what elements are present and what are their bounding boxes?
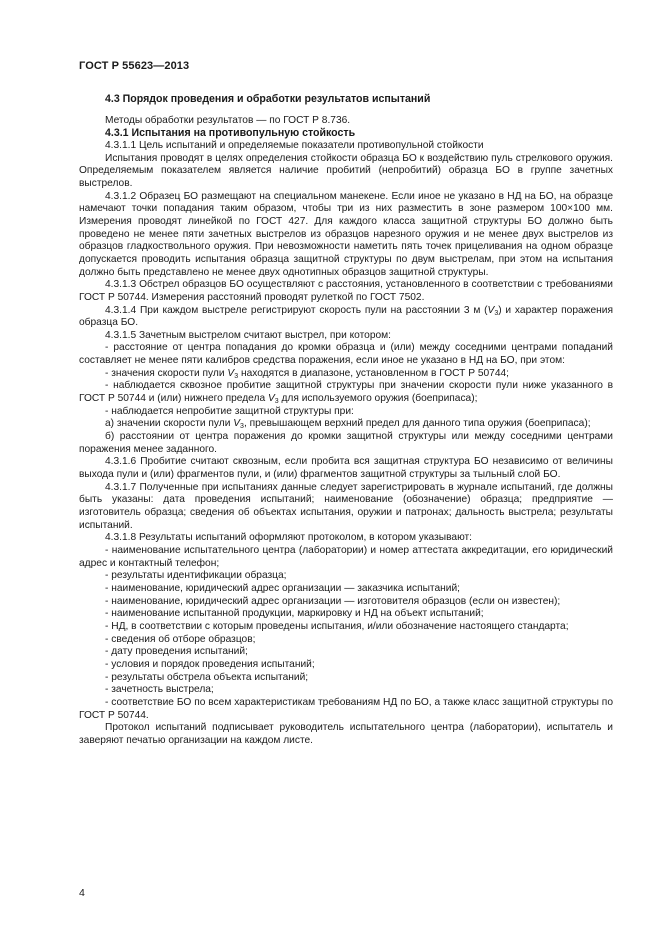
case-a-text-a: а) значении скорости пули bbox=[105, 418, 234, 430]
protocol-list-item: - результаты идентификации образца; bbox=[105, 570, 287, 582]
velocity-subscript: 3 bbox=[274, 398, 279, 406]
methods-paragraph: Методы обработки результатов — по ГОСТ Р 8.736. bbox=[105, 114, 351, 126]
protocol-list-item: - соответствие БО по всем характеристикам требованиям НД по БО, а также класс защитной структуры по ГОСТ Р 50744. bbox=[79, 696, 613, 721]
document-body bbox=[79, 93, 613, 747]
velocity-subscript: 3 bbox=[234, 372, 239, 380]
shot-condition-velocity bbox=[79, 368, 613, 381]
cond-penetration-text-a: - наблюдается сквозное пробитие защитной структуры при значении скорости пули ниже указанного в ГОСТ Р 50744 и (или) нижнего предела bbox=[79, 380, 613, 405]
paragraph-4-3-1-8-head: 4.3.1.8 Результаты испытаний оформляют протоколом, в котором указывают: bbox=[105, 532, 472, 544]
shot-condition-penetration bbox=[79, 380, 613, 405]
shot-condition-non-penetration: - наблюдается непробитие защитной структуры при: bbox=[105, 405, 354, 417]
p4314-text-b: ) и характер поражения образца БО. bbox=[79, 304, 613, 329]
section-title: 4.3 Порядок проведения и обработки результатов испытаний bbox=[105, 93, 431, 105]
protocol-list-item: - наименование испытанной продукции, маркировку и НД на объект испытаний; bbox=[105, 608, 484, 620]
paragraph-4-3-1-1-head: 4.3.1.1 Цель испытаний и определяемые показатели противопульной стойкости bbox=[105, 139, 484, 151]
paragraph-4-3-1-6: 4.3.1.6 Пробитие считают сквозным, если пробита вся защитная структура БО независимо от величины выхода пули и (или) фрагментов пули, и (или) фрагментов защитной структуры за тыльный слой БО. bbox=[79, 456, 613, 481]
paragraph-4-3-1-1-body: Испытания проводят в целях определения стойкости образца БО к воздействию пуль стрелкового оружия. Определяемым показателем является наличие пробитий (непробитий) образца БО в группе зачетных выстрелов. bbox=[79, 152, 613, 189]
protocol-signature-paragraph: Протокол испытаний подписывает руководитель испытательного центра (лаборатории), испытатель и заверяют печатью организации на каждом листе. bbox=[79, 722, 613, 746]
velocity-symbol: V bbox=[267, 393, 275, 405]
paragraph-4-3-1-4 bbox=[79, 305, 613, 330]
shot-condition-distance: - расстояние от центра попадания до кромки образца и (или) между соседними центрами попаданий составляет не менее пяти калибров средства поражения, если иное не указано в НД на БО, при этом: bbox=[79, 342, 613, 367]
cond-velocity-text-b: находятся в диапазоне, установленном в ГОСТ Р 50744; bbox=[238, 367, 509, 379]
velocity-symbol: V bbox=[487, 304, 495, 316]
protocol-list-item: - наименование, юридический адрес организации — заказчика испытаний; bbox=[105, 582, 460, 594]
protocol-list-item: - дату проведения испытаний; bbox=[105, 646, 248, 658]
paragraph-4-3-1-3: 4.3.1.3 Обстрел образцов БО осуществляют с расстояния, установленного в соответствии с требованиями ГОСТ Р 50744. Измерения расстояний проводят рулеткой по ГОСТ 7502. bbox=[79, 279, 613, 303]
paragraph-4-3-1-7: 4.3.1.7 Полученные при испытаниях данные следует зарегистрировать в журнале испытаний, где должны быть указаны: дата проведения испытаний; наименование (обозначение) образца; предприятие — изготовитель образца; сведения об объектах испытания, оружии и патронах; дальность выстрела; результаты испытаний. bbox=[79, 481, 613, 531]
protocol-list-item: - результаты обстрела объекта испытаний; bbox=[105, 671, 309, 683]
velocity-subscript: 3 bbox=[494, 309, 499, 317]
protocol-list-item: - зачетность выстрела; bbox=[105, 684, 214, 696]
protocol-list-item: - условия и порядок проведения испытаний; bbox=[105, 658, 315, 670]
velocity-symbol: V bbox=[227, 367, 235, 379]
non-penetration-case-a bbox=[79, 418, 613, 431]
subsection-title: 4.3.1 Испытания на противопульную стойкость bbox=[105, 127, 356, 140]
protocol-list-item: - наименование испытательного центра (лаборатории) и номер аттестата аккредитации, его юридический адрес и контактный телефон; bbox=[79, 544, 613, 569]
protocol-list-item: - сведения об отборе образцов; bbox=[105, 633, 256, 645]
protocol-list-item: - НД, в соответствии с которым проведены испытания, и/или обозначение настоящего стандарта; bbox=[105, 620, 569, 632]
page-number: 4 bbox=[79, 887, 85, 899]
p4314-text-a: 4.3.1.4 При каждом выстреле регистрируют скорость пули на расстоянии 3 м ( bbox=[105, 304, 488, 316]
cond-penetration-text-b: для используемого оружия (боеприпаса); bbox=[278, 393, 478, 405]
standard-header: ГОСТ Р 55623—2013 bbox=[79, 60, 190, 72]
cond-velocity-text-a: - значения скорости пули bbox=[105, 367, 228, 379]
velocity-symbol: V bbox=[233, 418, 241, 430]
velocity-subscript: 3 bbox=[240, 423, 244, 431]
case-a-text-b: , превышающем верхний предел для данного типа оружия (боеприпаса); bbox=[243, 418, 591, 430]
paragraph-4-3-1-2: 4.3.1.2 Образец БО размещают на специальном манекене. Если иное не указано в НД на БО, на образце намечают точки попадания таким образом, чтобы три из них разместить в зоне размером 100×100 мм. Измерения проводят линейкой по ГОСТ 427. Для каждого класса защитной структуры БО должно быть проведено не менее пяти зачетных выстрелов из образцов нарезного оружия и не менее двух выстрелов из образцов гладкоствольного оружия. При невозможности наметить пять точек прицеливания на одном образце допускается проводить испытания образца защитной структуры по двум выстрелам, при этом на испытания должно быть представлено не менее двух однотипных образцов защитной структуры. bbox=[79, 190, 613, 278]
paragraph-4-3-1-5-head: 4.3.1.5 Зачетным выстрелом считают выстрел, при котором: bbox=[105, 329, 392, 341]
non-penetration-case-b: б) расстоянии от центра поражения до кромки защитной структуры или между соседними центрами поражения менее заданного. bbox=[79, 431, 613, 455]
protocol-list-item: - наименование, юридический адрес организации — изготовителя образцов (если он известен); bbox=[105, 595, 561, 607]
